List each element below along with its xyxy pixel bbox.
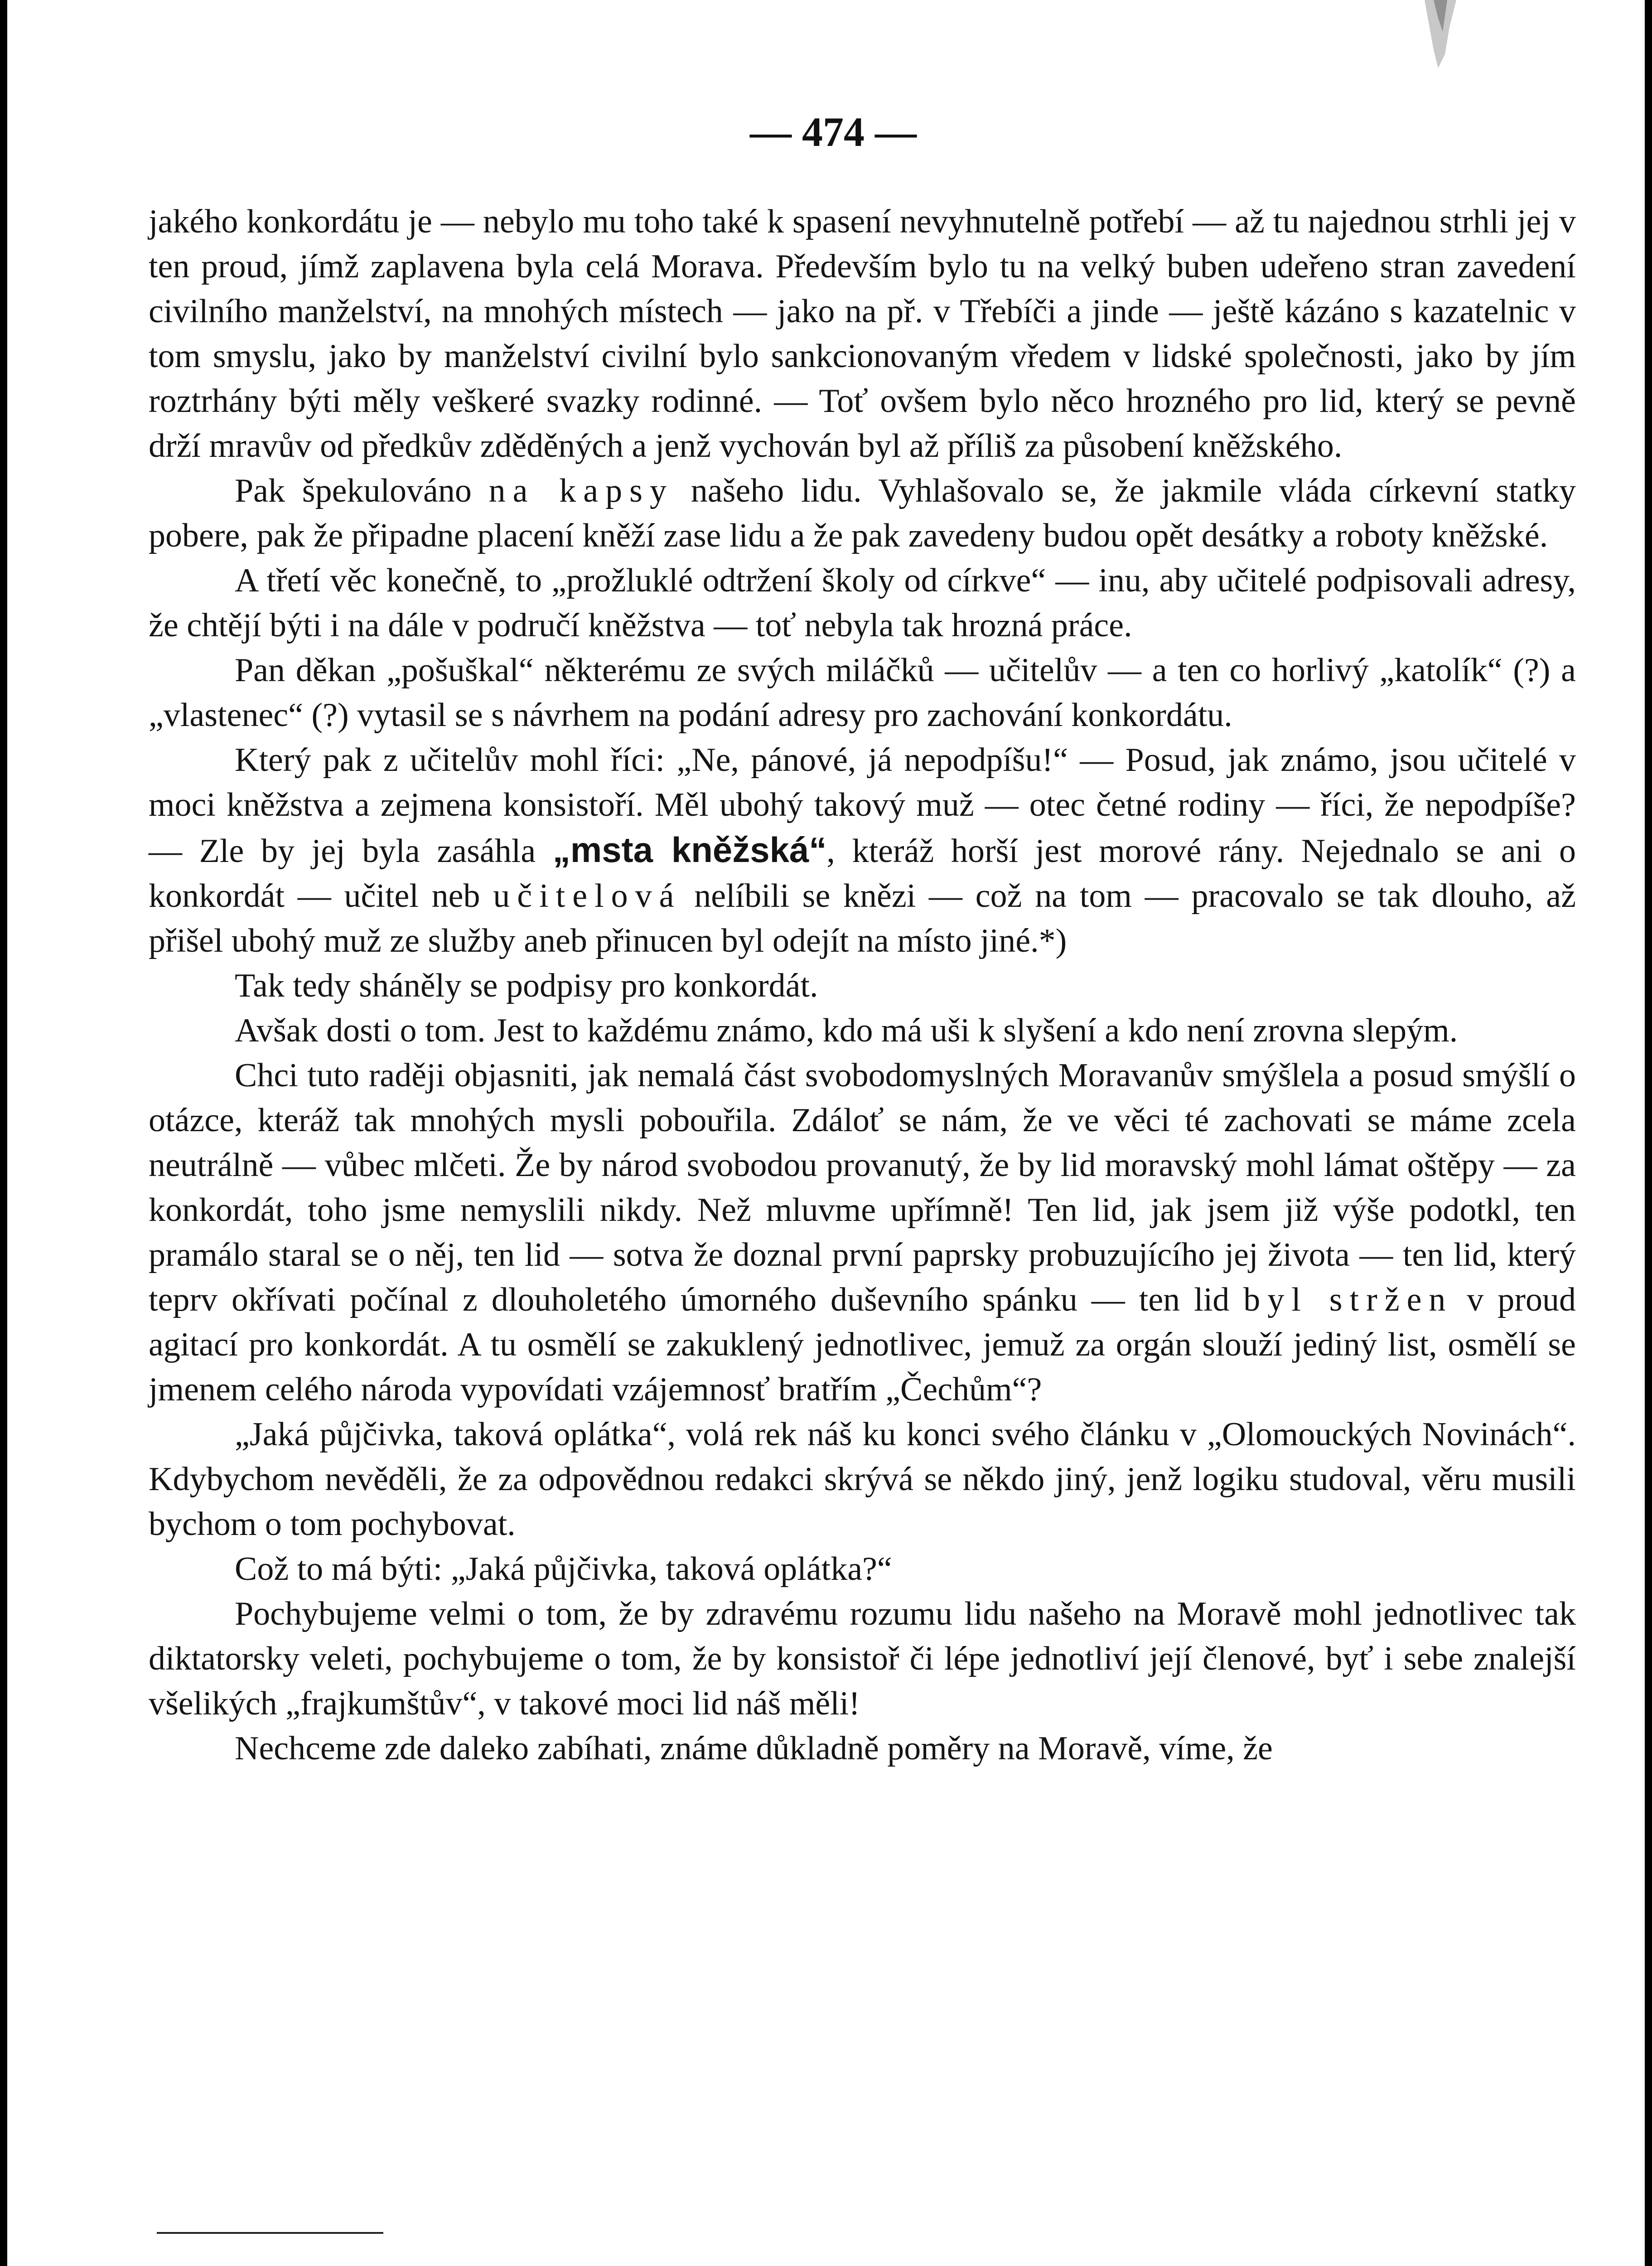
body-text — [149, 199, 1576, 1771]
paragraph-1: jakého konkordátu je — nebylo mu toho také k spasení nevyhnutelně potřebí — až tu najednou strhli jej v ten proud, jímž zaplavena byla celá Morava. Především bylo tu na velký buben udeřeno stran zavedení civilního manželství, na mnohých místech — jako na př. v Třebíči a jinde — ještě kázáno s kazatelnic v tom smyslu, jako by manželství civilní bylo sankcionovaným vředem v lidské společnosti, jako by jím roztrhány býti měly veškeré svazky rodinné. — Toť ovšem bylo něco hrozného pro lid, který se pevně drží mravův od předkův zděděných a jenž vychován byl až příliš za působení kněžského. — [149, 203, 1576, 465]
paragraph-5 — [149, 738, 1576, 964]
paragraph-8-part-a: Chci tuto raději objasniti, jak nemalá část svobodomyslných Moravanův smýšlela a posud smýšlí o otázce, kteráž tak mnohých mysli pobouřila. Zdáloť se nám, že ve věci té zachovati se máme zcela neutrálně — vůbec mlčeti. Že by národ svobodou provanutý, že by lid moravský mohl lámat oštěpy — za konkordát, toho jsme nemyslili nikdy. Než mluvme upřímně! Ten lid, jak jsem již výše podotkl, ten pramálo staral se o něj, ten lid — sotva že doznal první paprsky probuzujícího jej života — ten lid, který teprv okřívati počínal z dlouholetého úmorného duševního spánku — ten lid — [149, 1057, 1576, 1318]
paragraph-7: Avšak dosti o tom. Jest to každému známo, kdo má uši k slyšení a kdo není zrovna slepým. — [235, 1012, 1458, 1049]
scan-smudge-mark — [1406, 0, 1474, 68]
emphasis-na-kapsy: na kapsy — [488, 472, 674, 509]
emphasis-ucitelova: učitelová — [493, 877, 681, 915]
paragraph-5-part-a: Který pak z učitelův mohl říci: „Ne, pánové, já nepodpíšu!“ — Posud, jak známo, jsou učitelé v moci kněžstva a zejmena konsistoří. Měl ubohý takový muž — otec četné rodiny — říci, že nepodpíše? — Zle by jej byla zasáhla — [149, 741, 1576, 870]
paragraph-5-part-c: , kteráž horší jest morové rány. Nejednalo se ani o konkordát — učitel neb — [149, 833, 1576, 915]
emphasis-msta-knezska: „msta kněžská“ — [552, 830, 827, 870]
emphasis-byl-strzen: byl stržen — [1243, 1281, 1453, 1318]
footnote-divider — [157, 2232, 383, 2234]
paragraph-12: Nechceme zde daleko zabíhati, známe důkladně poměry na Moravě, víme, že — [235, 1730, 1273, 1767]
paragraph-10: Což to má býti: „Jaká půjčivka, taková oplátka?“ — [235, 1550, 892, 1588]
paragraph-9: „Jaká půjčivka, taková oplátka“, volá rek náš ku konci svého článku v „Olomouckých Novinách“. Kdybychom nevěděli, že za odpovědnou redakci skrývá se někdo jiný, jenž logiku studoval, věru musili bychom o tom pochybovat. — [149, 1416, 1576, 1543]
paragraph-2-part-c: našeho lidu. Vyhlašovalo se, že jakmile vláda církevní statky pobere, pak že připadne placení kněží zase lidu a že pak zavedeny budou opět desátky a roboty kněžské. — [149, 472, 1576, 554]
paragraph-11: Pochybujeme velmi o tom, že by zdravému rozumu lidu našeho na Moravě mohl jednotlivec tak diktatorsky veleti, pochybujeme o tom, že by konsistoř či lépe jednotliví její členové, byť i sebe znalejší všelikých „frajkumštův“, v takové moci lid náš měli! — [149, 1595, 1576, 1722]
scanned-page — [7, 0, 1645, 2266]
paragraph-3: A třetí věc konečně, to „prožluklé odtržení školy od církve“ — inu, aby učitelé podpisovali adresy, že chtějí býti i na dále v područí kněžstva — toť nebyla tak hrozná práce. — [149, 562, 1576, 644]
paragraph-2 — [149, 469, 1576, 558]
paragraph-5-part-e: nelíbili se knězi — což na tom — pracovalo se tak dlouho, až přišel ubohý muž ze služby aneb přinucen byl odejít na místo jiné.*) — [149, 877, 1576, 959]
page-number: — 474 — — [750, 109, 917, 155]
paragraph-2-part-a: Pak špekulováno — [235, 472, 489, 509]
paragraph-6: Tak tedy sháněly se podpisy pro konkordát. — [235, 967, 818, 1004]
paragraph-8 — [149, 1053, 1576, 1412]
paragraph-4: Pan děkan „pošuškal“ některému ze svých miláčků — učitelův — a ten co horlivý „katolík“ (?) a „vlastenec“ (?) vytasil se s návrhem na podání adresy pro zachování konkordátu. — [149, 652, 1576, 734]
paragraph-8-part-c: v proud agitací pro konkordát. A tu osmělí se zakuklený jednotlivec, jemuž za orgán slouží jediný list, osmělí se jmenem celého národa vypovídati vzájemnosť bratřím „Čechům“? — [149, 1281, 1576, 1408]
